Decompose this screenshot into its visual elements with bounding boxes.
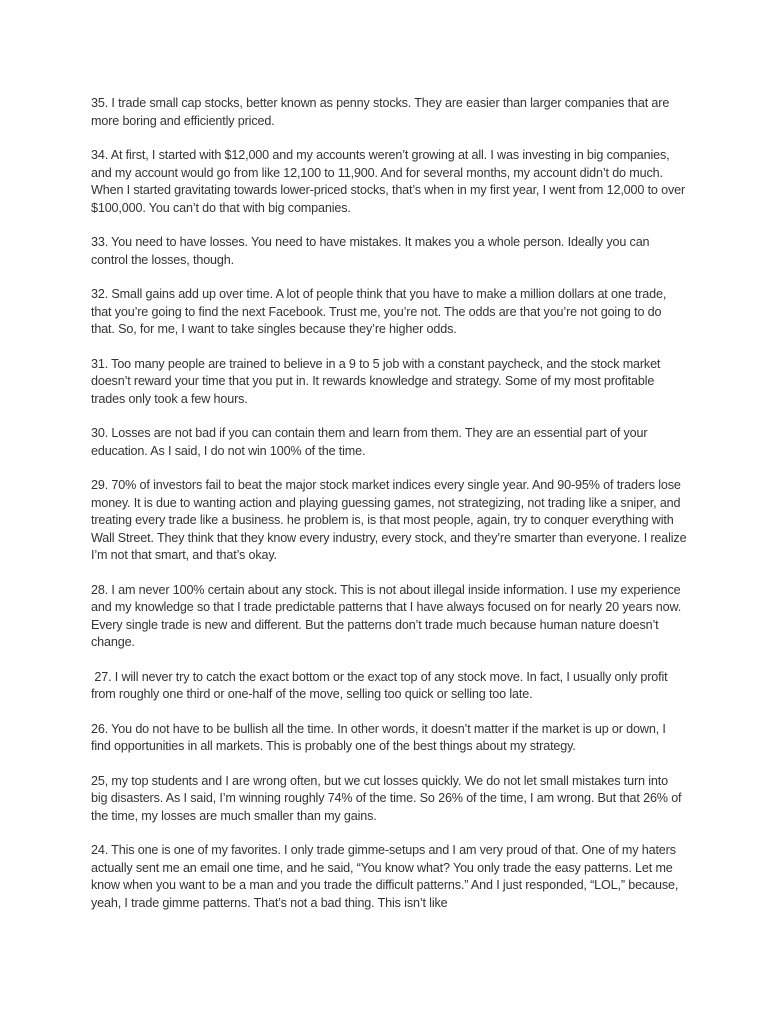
- paragraph-31: 31. Too many people are trained to believe in a 9 to 5 job with a constant paycheck, and the stock market doesn’t reward your time that you put in. It rewards knowledge and strategy. Some of my most profitable trades only took a few hours.: [91, 356, 664, 406]
- paragraph-27: 27. I will never try to catch the exact bottom or the exact top of any stock move. In fact, I usually only profit from roughly one third or one-half of the move, selling too quick or selling too late.: [91, 669, 671, 701]
- paragraph-25: 25, my top students and I are wrong often, but we cut losses quickly. We do not let small mistakes turn into big disasters. As I said, I’m winning roughly 74% of the time. So 26% of the time, I am wrong. But that 26% of the time, my losses are much smaller than my gains.: [91, 773, 685, 823]
- paragraph-29: 29. 70% of investors fail to beat the major stock market indices every single year. And 90-95% of traders lose money. It is due to wanting action and playing guessing games, not strategizing, not trading like a sniper, and treating every trade like a business. he problem is, is that most people, again, try to conquer everything with Wall Street. They think that they know every industry, every stock, and they’re smarter than everyone. I realize I’m not that smart, and that’s okay.: [91, 478, 690, 562]
- paragraph-32: 32. Small gains add up over time. A lot of people think that you have to make a million dollars at one trade, that you’re going to find the next Facebook. Trust me, you’re not. The odds are that you’re not going to do that. So, for me, I want to take singles because they’re higher odds.: [91, 287, 670, 336]
- paragraph-24: 24. This one is one of my favorites. I only trade gimme-setups and I am very proud of that. One of my haters actually sent me an email one time, and he said, “You know what? You only trade the easy patterns. Let me know when you want to be a man and you trade the difficult patterns.” And I just responded, “LOL,” because, yeah, I trade gimme patterns. That’s not a bad thing. This isn’t like: [91, 843, 682, 910]
- document-body: [91, 95, 690, 929]
- paragraph-26: 26. You do not have to be bullish all the time. In other words, it doesn’t matter if the market is up or down, I find opportunities in all markets. This is probably one of the best things about my strategy.: [91, 721, 670, 753]
- paragraph-33: 33. You need to have losses. You need to have mistakes. It makes you a whole person. Ideally you can control the losses, though.: [91, 235, 653, 267]
- paragraph-35: 35. I trade small cap stocks, better known as penny stocks. They are easier than larger companies that are more boring and efficiently priced.: [91, 96, 673, 128]
- paragraph-30: 30. Losses are not bad if you can contain them and learn from them. They are an essential part of your education. As I said, I do not win 100% of the time.: [91, 426, 651, 458]
- paragraph-28: 28. I am never 100% certain about any stock. This is not about illegal inside information. I use my experience and my knowledge so that I trade predictable patterns that I have always focused on for nearly 20 years now. Every single trade is new and different. But the patterns don’t trade much because human nature doesn’t change.: [91, 582, 685, 649]
- paragraph-34: 34. At first, I started with $12,000 and my accounts weren’t growing at all. I was investing in big companies, and my account would go from like 12,100 to 11,900. And for several months, my account didn’t do much. When I started gravitating towards lower-priced stocks, that’s when in my first year, I went from 12,000 to over $100,000. You can’t do that with big companies.: [91, 148, 689, 215]
